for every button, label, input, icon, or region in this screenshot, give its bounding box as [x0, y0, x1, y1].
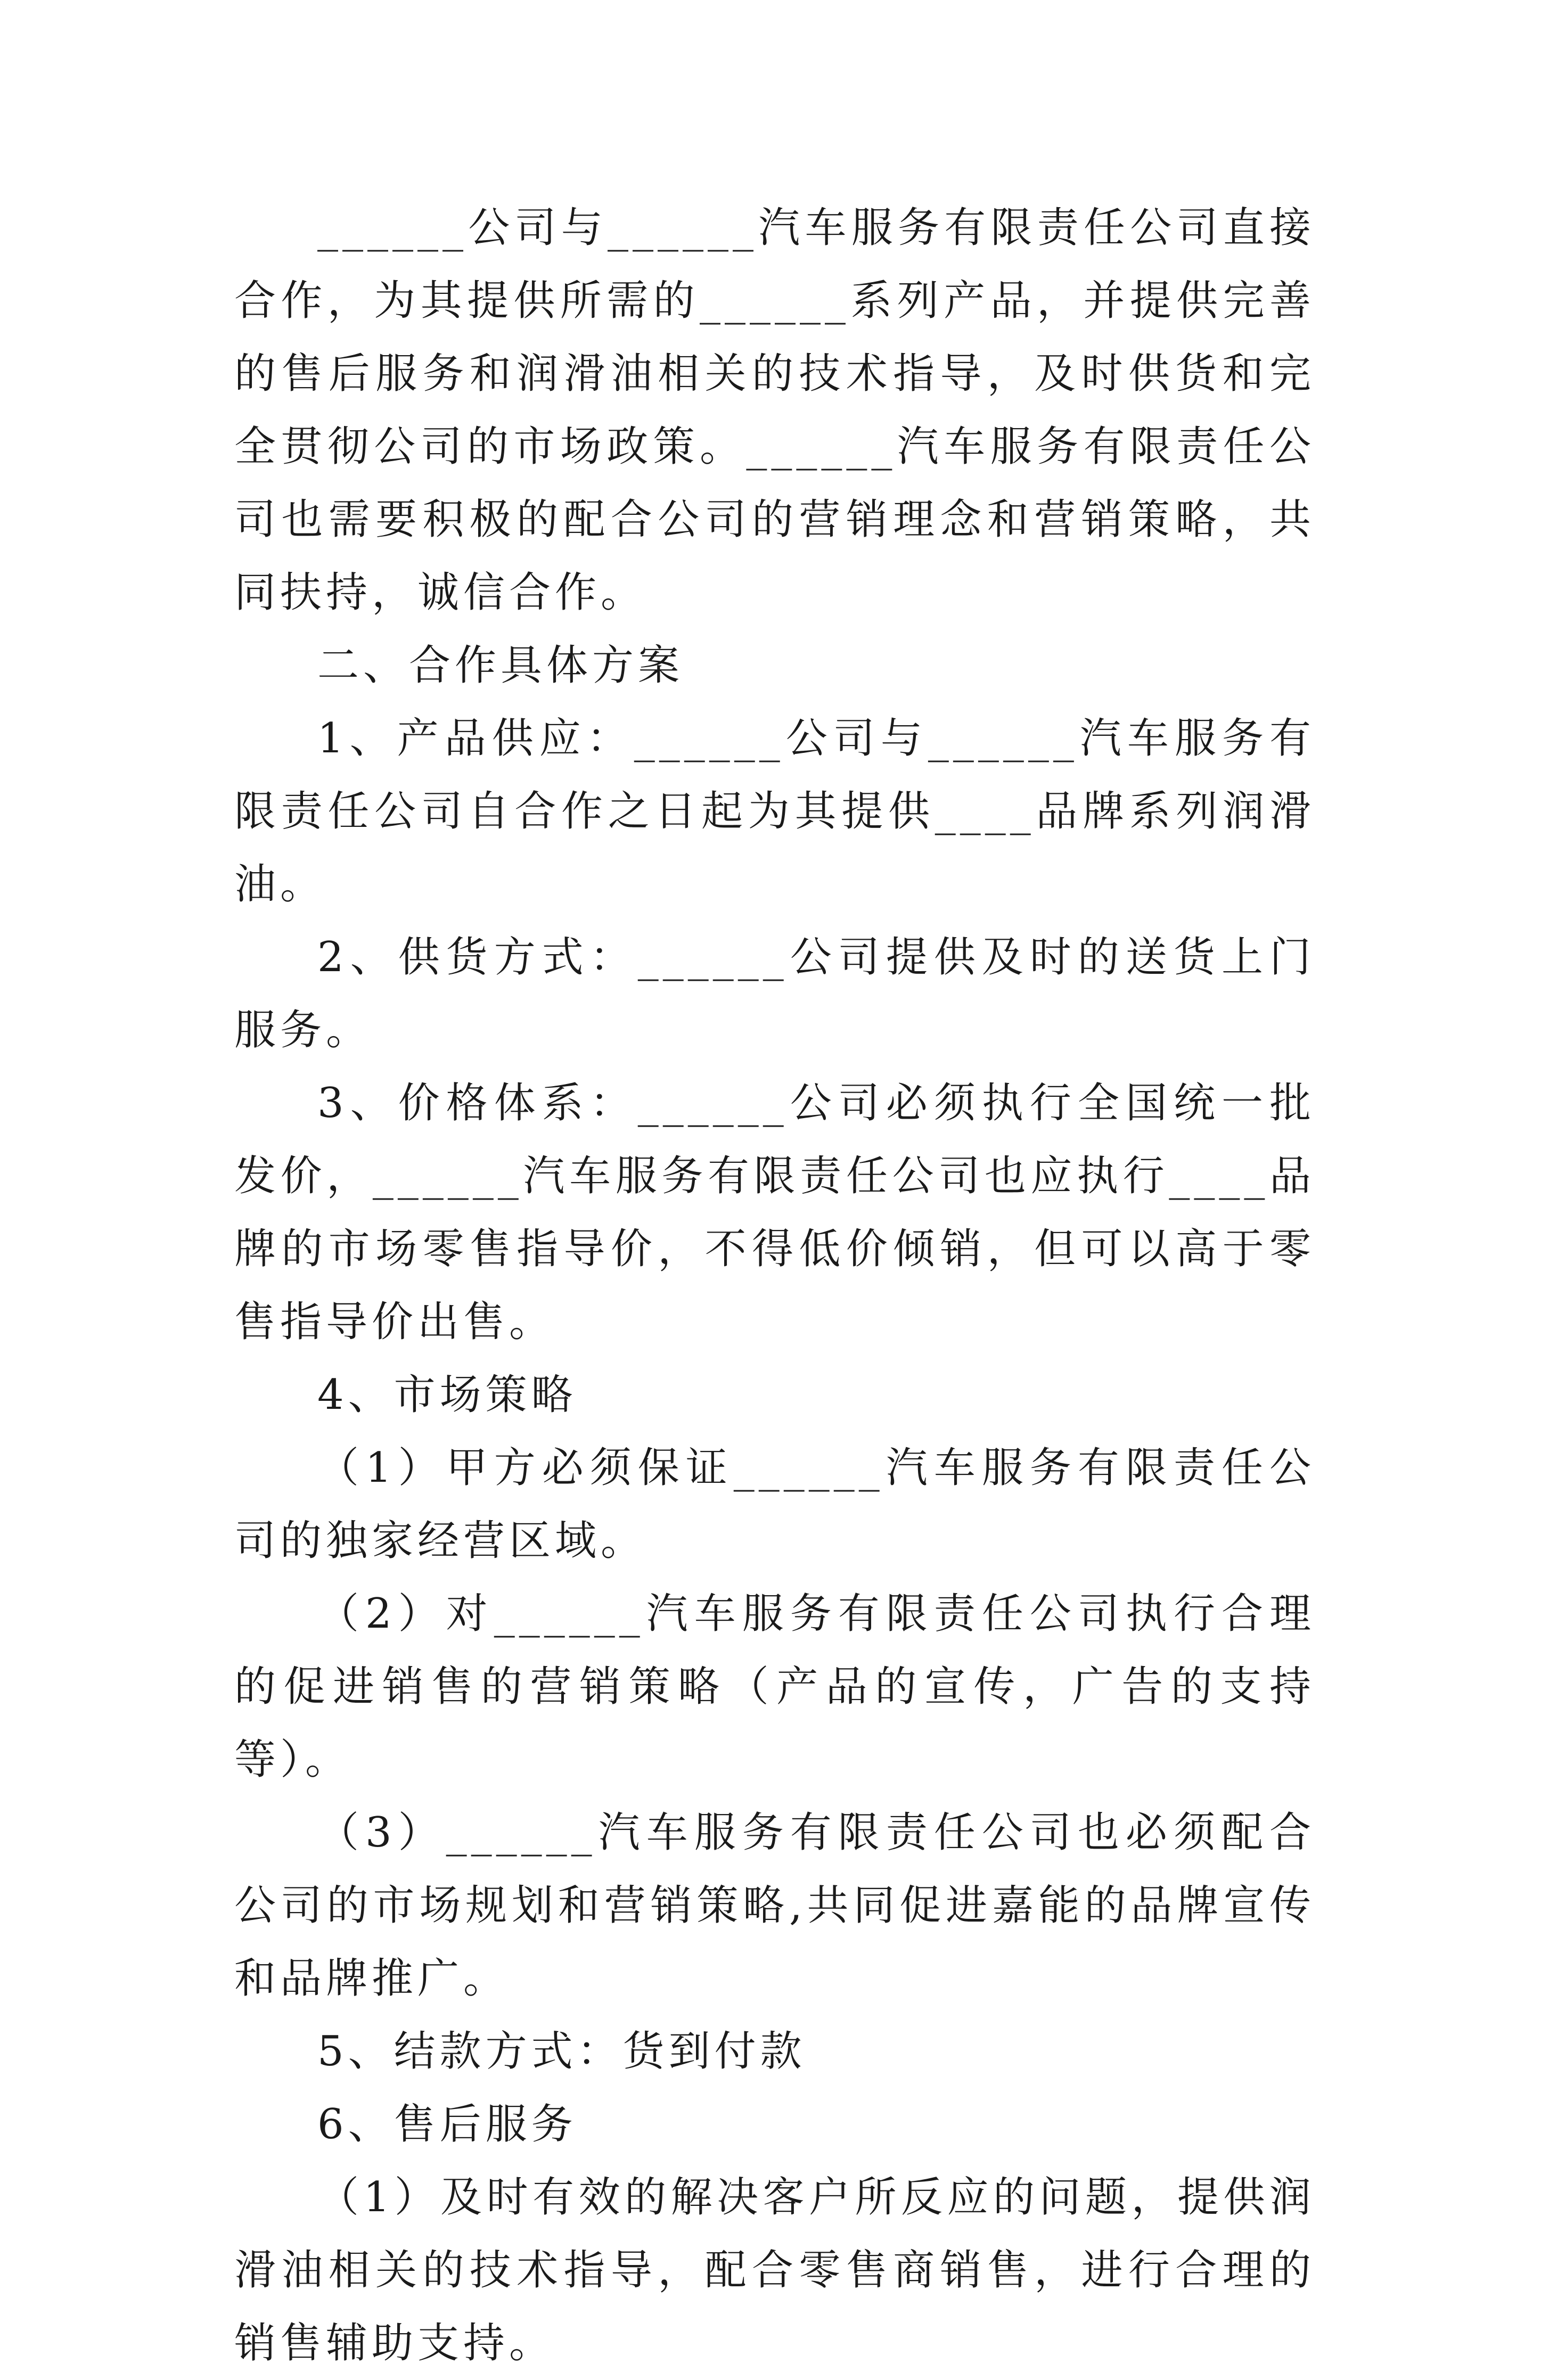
paragraph-market-strategy-1: （1）甲方必须保证______汽车服务有限责任公司的独家经营区域。 — [234, 1444, 1315, 1565]
paragraph-delivery-method: 2、供货方式：______公司提供及时的送货上门服务。 — [234, 933, 1315, 1054]
paragraph-intro: ______公司与______汽车服务有限责任公司直接合作，为其提供所需的______系列产品，并提供完善的售后服务和润滑油相关的技术指导，及时供货和完全贯彻公司的市场政策。______汽车服务有限责任公司也需要积极的配合公司的营销理念和营销策略，共同扶持，诚信合作。 — [234, 204, 1315, 617]
section-heading-cooperation-plan: 二、合作具体方案 — [317, 642, 684, 690]
paragraph-market-strategy-3: （3）______汽车服务有限责任公司也必须配合公司的市场规划和营销策略,共同促进嘉能的品牌宣传和品牌推广。 — [234, 1809, 1315, 2003]
paragraph-price-system: 3、价格体系：______公司必须执行全国统一批发价，______汽车服务有限责任公司也应执行____品牌的市场零售指导价，不得低价倾销，但可以高于零售指导价出售。 — [234, 1079, 1315, 1346]
paragraph-market-strategy-heading: 4、市场策略 — [317, 1371, 577, 1419]
document-body — [234, 192, 1315, 2380]
paragraph-product-supply: 1、产品供应：______公司与______汽车服务有限责任公司自合作之日起为其提供____品牌系列润滑油。 — [234, 715, 1315, 908]
paragraph-after-sales-heading: 6、售后服务 — [317, 2100, 577, 2148]
paragraph-after-sales-1: （1）及时有效的解决客户所反应的问题，提供润滑油相关的技术指导，配合零售商销售，进行合理的销售辅助支持。 — [234, 2173, 1315, 2367]
paragraph-payment-method: 5、结款方式：货到付款 — [317, 2028, 806, 2075]
paragraph-market-strategy-2: （2）对______汽车服务有限责任公司执行合理的促进销售的营销策略（产品的宣传，广告的支持等）。 — [234, 1590, 1315, 1784]
